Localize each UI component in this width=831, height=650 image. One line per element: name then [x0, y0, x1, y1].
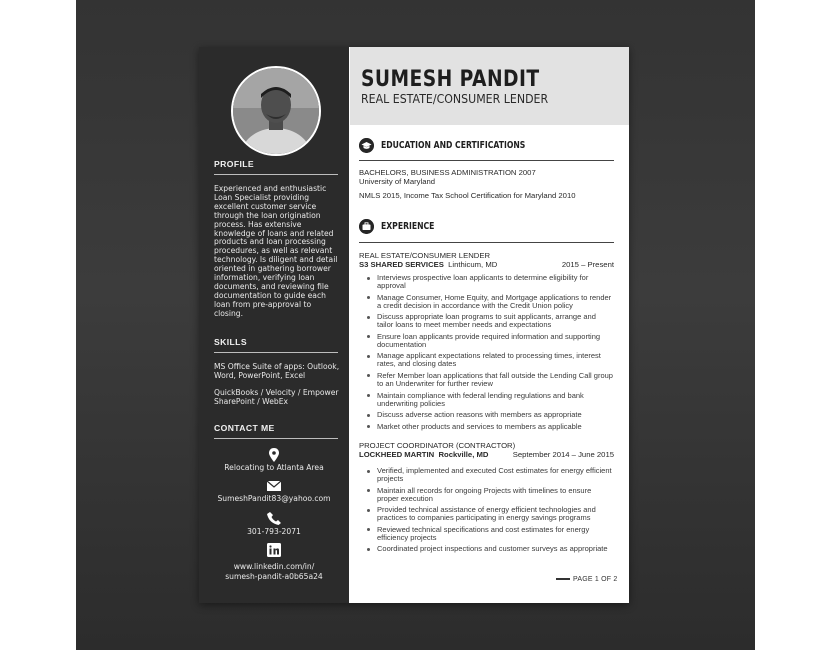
sidebar: [199, 47, 349, 603]
job2-dates: September 2014 – June 2015: [512, 450, 614, 459]
job1-bullets: [359, 274, 614, 434]
resume-page: [199, 47, 629, 603]
profile-heading: PROFILE: [214, 159, 338, 175]
briefcase-icon: [359, 219, 374, 234]
location-text: Relocating to Atlanta Area: [224, 463, 324, 472]
job2-company-line: [359, 450, 488, 459]
skills-heading: SKILLS: [214, 337, 338, 353]
list-item: Ensure loan applicants provide required information and supporting documentation: [359, 333, 614, 349]
job1-title: REAL ESTATE/CONSUMER LENDER: [359, 251, 490, 260]
education-divider: [359, 160, 614, 161]
footer-rule: [556, 578, 570, 580]
job1-dates: 2015 – Present: [561, 260, 614, 269]
list-item: Manage applicant expectations related to processing times, interest rates, and closing dates: [359, 352, 614, 368]
list-item: Market other products and services to members as applicable: [359, 423, 614, 431]
candidate-role: REAL ESTATE/CONSUMER LENDER: [361, 91, 549, 106]
skills-list-2: QuickBooks / Velocity / Empower SharePoint / WebEx: [214, 388, 339, 406]
job2-location: Rockville, MD: [438, 450, 489, 459]
list-item: Refer Member loan applications that fall outside the Lending Call group to an Underwriter for further review: [359, 372, 614, 388]
email-link[interactable]: SumeshPandit83@yahoo.com: [217, 494, 331, 503]
location-pin-icon: [265, 448, 283, 462]
list-item: Verified, implemented and executed Cost estimates for energy efficient projects: [359, 467, 614, 483]
linkedin-icon: [265, 543, 283, 557]
list-item: Manage Consumer, Home Equity, and Mortgage applications to render a credit decision in accordance with the Credit Union policy: [359, 294, 614, 310]
profile-photo: [231, 66, 321, 156]
job2-company: LOCKHEED MARTIN: [359, 450, 435, 459]
job1-company-line: [359, 260, 497, 269]
list-item: Discuss adverse action reasons with members as appropriate: [359, 411, 614, 419]
list-item: Interviews prospective loan applicants to determine eligibility for approval: [359, 274, 614, 290]
graduation-cap-icon: [359, 138, 374, 153]
envelope-icon: [265, 479, 283, 493]
degree-text: BACHELORS, BUSINESS ADMINISTRATION 2007: [359, 168, 536, 177]
contact-heading: CONTACT ME: [214, 423, 338, 439]
education-heading: EDUCATION AND CERTIFICATIONS: [381, 140, 526, 151]
job2-bullets: [359, 467, 614, 557]
profile-text: Experienced and enthusiastic Loan Specialist providing excellent customer service through the loan origination process. Has extensive knowledge of loans and related products and loan processing procedures, as well as relevant technology. Is diligent and detail oriented in gathering borrower information, verifying loan documents, and reviewing file documentation to guide each loan from pre-approval to closing.: [214, 184, 338, 318]
experience-divider: [359, 242, 614, 243]
page-indicator: [556, 576, 617, 583]
list-item: Reviewed technical specifications and cost estimates for energy efficiency projects: [359, 526, 614, 542]
phone-text: 301-793-2071: [247, 527, 301, 536]
experience-heading: EXPERIENCE: [381, 221, 435, 232]
list-item: Coordinated project inspections and customer surveys as appropriate: [359, 545, 614, 553]
linkedin-url-2[interactable]: sumesh-pandit-a0b65a24: [225, 572, 323, 581]
phone-icon: [265, 511, 283, 525]
list-item: Maintain compliance with federal lending regulations and bank underwriting policies: [359, 392, 614, 408]
job2-title: PROJECT COORDINATOR (CONTRACTOR): [359, 441, 516, 450]
certification-text: NMLS 2015, Income Tax School Certification for Maryland 2010: [359, 191, 576, 200]
candidate-name: SUMESH PANDIT: [361, 67, 540, 92]
list-item: Discuss appropriate loan programs to suit applicants, arrange and tailor loans to meet member needs and expectations: [359, 313, 614, 329]
school-text: University of Maryland: [359, 177, 436, 186]
job1-location: Linthicum, MD: [448, 260, 498, 269]
job1-company: S3 SHARED SERVICES: [359, 260, 444, 269]
list-item: Maintain all records for ongoing Projects with timelines to ensure proper execution: [359, 487, 614, 503]
list-item: Provided technical assistance of energy efficient technologies and practices to companies participating in energy savings programs: [359, 506, 614, 522]
linkedin-url-1[interactable]: www.linkedin.com/in/: [233, 562, 315, 571]
skills-list-1: MS Office Suite of apps: Outlook, Word, PowerPoint, Excel: [214, 362, 340, 380]
page-number: PAGE 1 OF 2: [573, 576, 618, 583]
